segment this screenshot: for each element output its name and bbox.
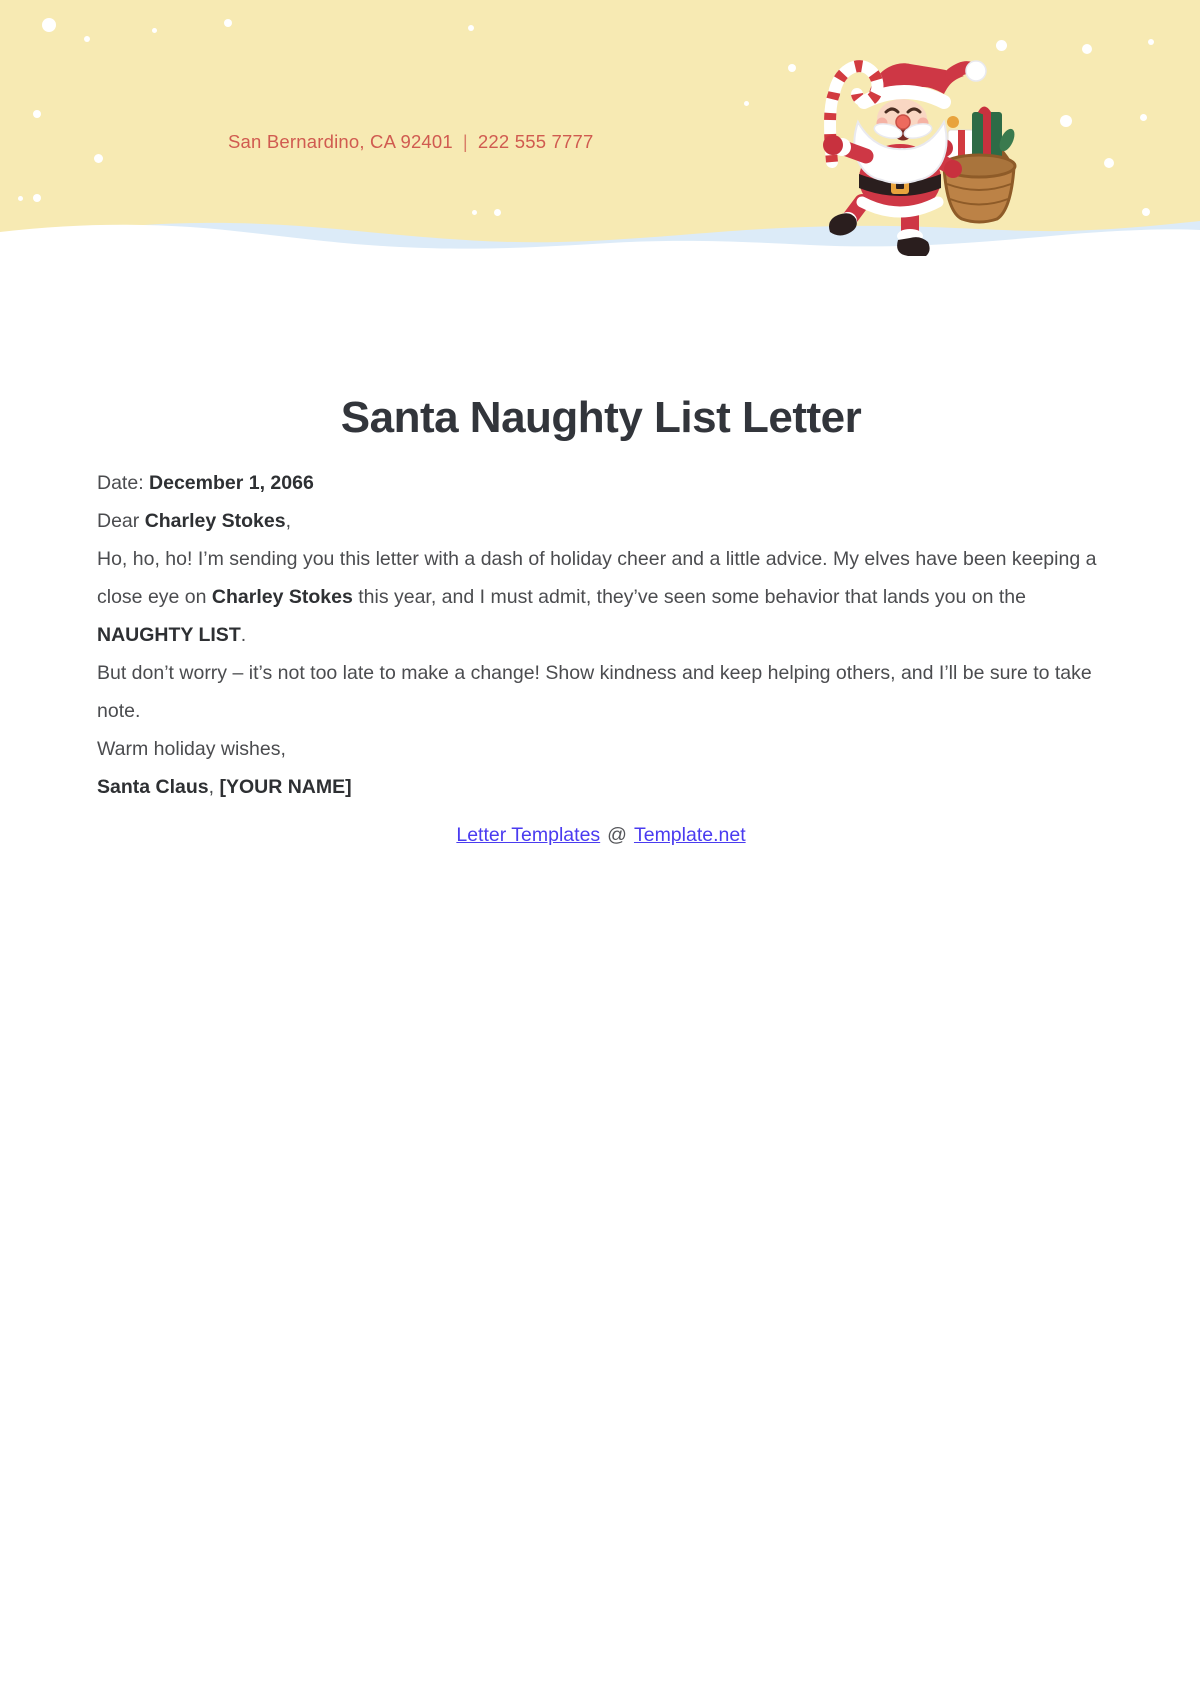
snow-dot [152, 28, 157, 33]
address-line [228, 130, 594, 154]
snow-dot [84, 36, 90, 42]
snow-dot [1060, 115, 1072, 127]
paragraph-1-text: . [240, 624, 247, 646]
letter-body [0, 258, 1200, 850]
greeting-line [97, 502, 1105, 540]
hat-pom [966, 61, 986, 81]
date-label: Date: [97, 472, 150, 494]
paragraph-1 [97, 540, 1105, 654]
snow-dot [788, 64, 796, 72]
signature-placeholder: [YOUR NAME] [219, 776, 352, 798]
snow-dot [468, 25, 474, 31]
recipient-name-inline: Charley Stokes [211, 586, 353, 608]
footer-at-symbol: @ [607, 824, 627, 846]
snow-dot [996, 40, 1007, 51]
address-separator: | [462, 131, 468, 152]
snow-dot [744, 101, 749, 106]
signature-line [97, 768, 1105, 806]
naughty-list-emphasis: NAUGHTY LIST [97, 624, 241, 646]
snow-dot [42, 18, 56, 32]
address-text: San Bernardino, CA 92401 [228, 131, 453, 152]
snow-dot [94, 154, 103, 163]
letter-title: Santa Naughty List Letter [340, 393, 862, 442]
snow-dot [33, 110, 41, 118]
paragraph-1-text: this year, and I must admit, they’ve seen some behavior that lands you on the [352, 586, 1026, 608]
paragraph-2: But don’t worry – it’s not too late to make a change! Show kindness and keep helping others, and I’ll be sure to take note. [97, 662, 1092, 722]
snow-dot [1140, 114, 1147, 121]
greeting-suffix: , [285, 510, 292, 532]
date-line [97, 464, 1105, 502]
snow-wave [0, 200, 1200, 258]
greeting-prefix: Dear [97, 510, 145, 532]
paragraph-1-text: Ho, ho, ho! I’m sending you this letter with a dash of holiday cheer and a little advice. My elves have been keeping a close eye on [97, 548, 1097, 608]
recipient-name: Charley Stokes [144, 510, 286, 532]
santa-nose [896, 115, 910, 129]
footer-credit [97, 820, 1105, 850]
snow-dot [224, 19, 232, 27]
letter-templates-link[interactable]: Letter Templates [456, 824, 601, 846]
santa-boot [829, 213, 857, 235]
date-value: December 1, 2066 [149, 472, 314, 494]
snow-dot [1148, 39, 1154, 45]
santa-boot [897, 237, 929, 256]
santa-illustration [802, 52, 1017, 258]
template-net-link[interactable]: Template.net [633, 824, 746, 846]
signature-separator: , [208, 776, 220, 798]
snow-dot [1082, 44, 1092, 54]
header-banner [0, 0, 1200, 258]
santa-mitten [823, 135, 843, 155]
closing-line: Warm holiday wishes, [97, 738, 286, 760]
signature-name: Santa Claus [97, 776, 209, 798]
snow-dot [1104, 158, 1114, 168]
phone-text: 222 555 7777 [477, 131, 594, 152]
